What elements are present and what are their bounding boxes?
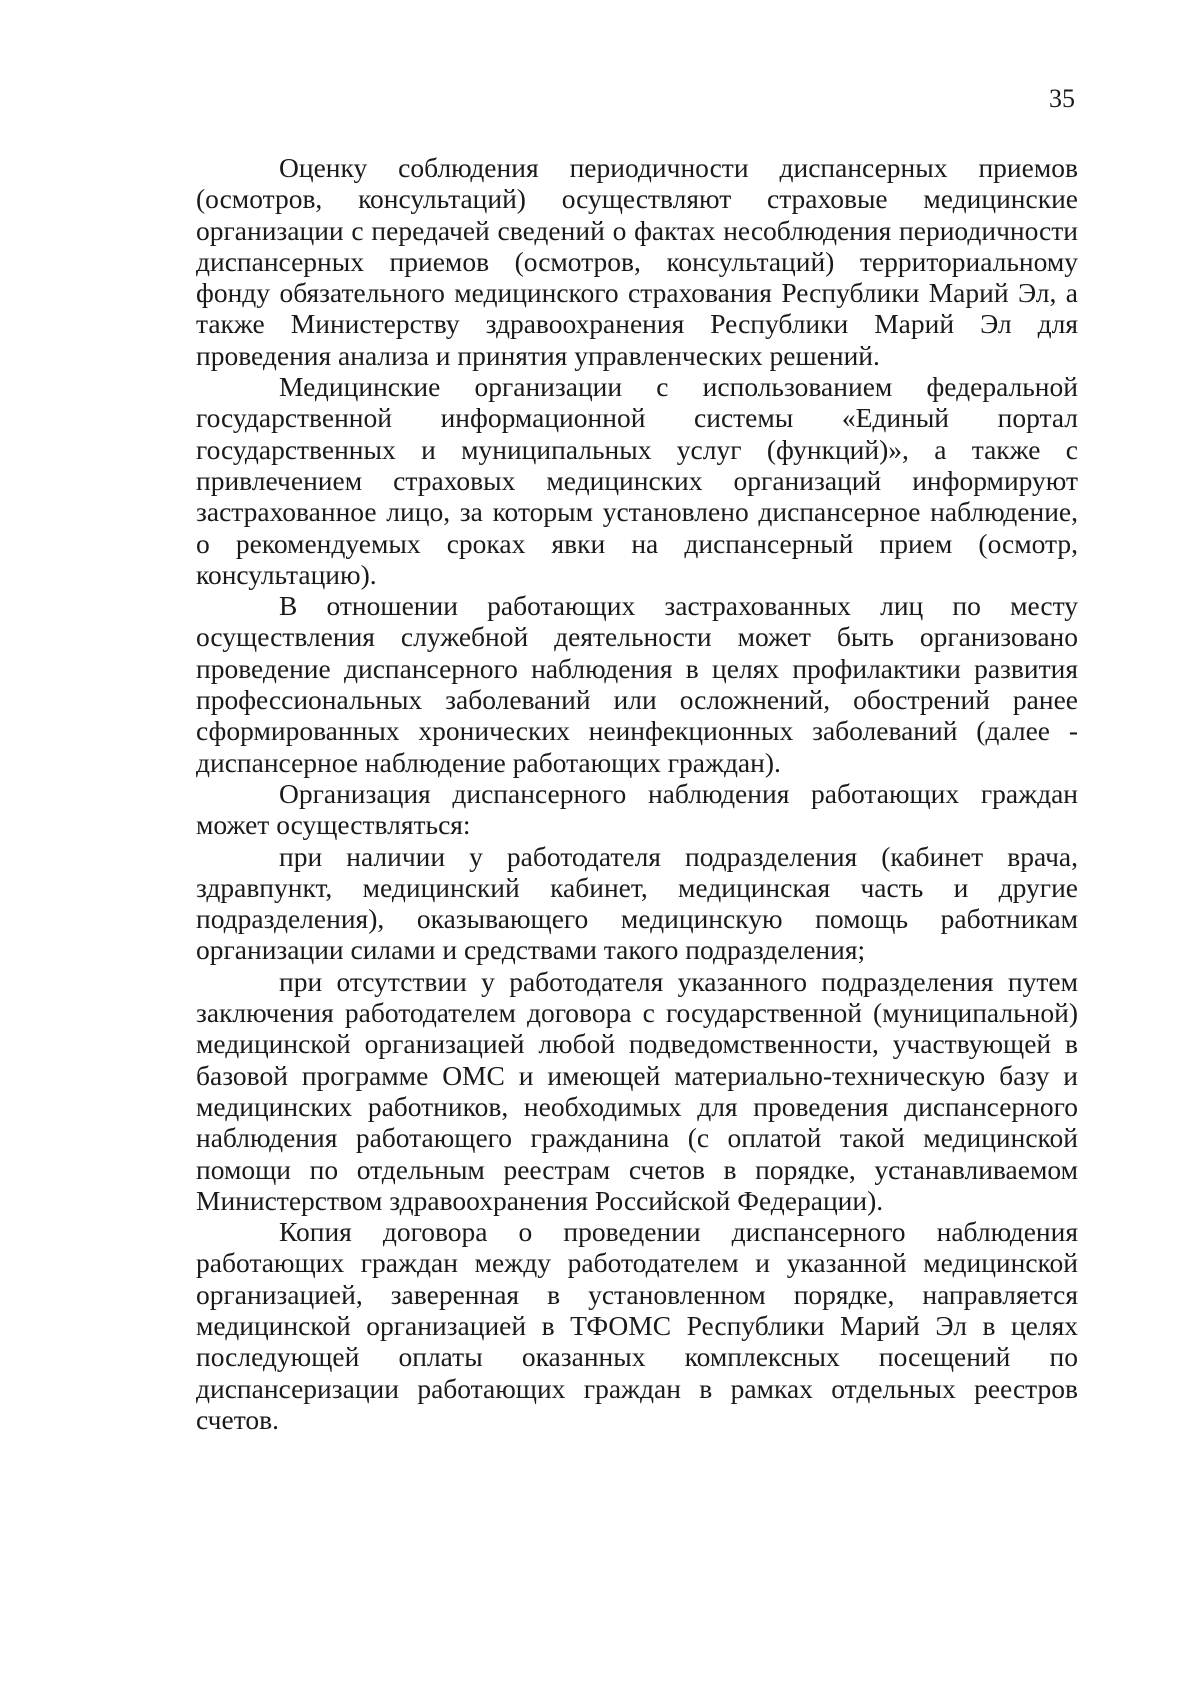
document-body	[196, 152, 1078, 1435]
page-number: 35	[1049, 84, 1075, 113]
paragraph-monitoring-periodicity: Оценку соблюдения периодичности диспансерных приемов (осмотров, консультаций) осуществляют страховые медицинские организации с передачей сведений о фактах несоблюдения периодичности диспансерных приемов (осмотров, консультаций) территориальному фонду обязательного медицинского страхования Республики Марий Эл, а также Министерству здравоохранения Республики Марий Эл для проведения анализа и принятия управленческих решений.	[196, 152, 1078, 371]
paragraph-informing-insured: Медицинские организации с использованием федеральной государственной информационной системы «Единый портал государственных и муниципальных услуг (функций)», а также с привлечением страховых медицинских организаций информируют застрахованное лицо, за которым установлено диспансерное наблюдение, о рекомендуемых сроках явки на диспансерный прием (осмотр, консультацию).	[196, 371, 1078, 590]
paragraph-employer-unit: при наличии у работодателя подразделения (кабинет врача, здравпункт, медицинский кабинет, медицинская часть и другие подразделения), оказывающего медицинскую помощь работникам организации силами и средствами такого подразделения;	[196, 840, 1078, 966]
paragraph-contract-copy: Копия договора о проведении диспансерного наблюдения работающих граждан между работодателем и указанной медицинской организацией, заверенная в установленном порядке, направляется медицинской организацией в ТФОМС Республики Марий Эл в целях последующей оплаты оказанных комплексных посещений по диспансеризации работающих граждан в рамках отдельных реестров счетов.	[196, 1216, 1078, 1435]
paragraph-organization-intro: Организация диспансерного наблюдения работающих граждан может осуществляться:	[196, 777, 1078, 841]
paragraph-working-insured: В отношении работающих застрахованных лиц по месту осуществления служебной деятельности может быть организовано проведение диспансерного наблюдения в целях профилактики развития профессиональных заболеваний или осложнений, обострений ранее сформированных хронических неинфекционных заболеваний (далее - диспансерное наблюдение работающих граждан).	[196, 590, 1078, 778]
paragraph-employer-contract: при отсутствии у работодателя указанного подразделения путем заключения работодателем договора с государственной (муниципальной) медицинской организацией любой подведомственности, участвующей в базовой программе ОМС и имеющей материально-техническую базу и медицинских работников, необходимых для проведения диспансерного наблюдения работающего гражданина (с оплатой такой медицинской помощи по отдельным реестрам счетов в порядке, устанавливаемом Министерством здравоохранения Российской Федерации).	[196, 965, 1078, 1216]
